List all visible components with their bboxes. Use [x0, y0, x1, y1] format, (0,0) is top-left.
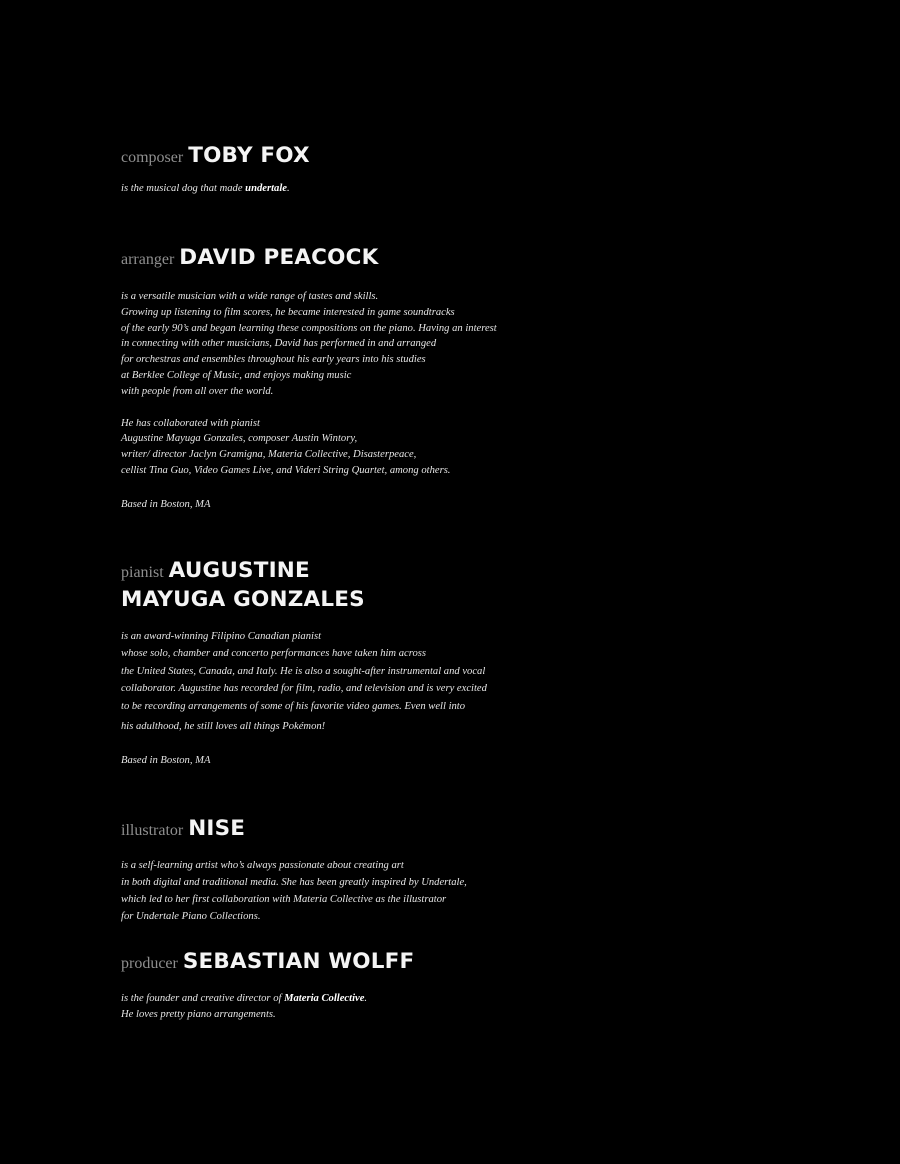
arranger-location: Based in Boston, MA [121, 498, 211, 510]
illustrator-bio-line: which led to her first collaboration with Materia Collective as the illustrator [121, 894, 447, 905]
arranger-bio-line: is a versatile musician with a wide range of tastes and skills. [121, 291, 379, 302]
composer-bio-emphasis: undertale [245, 183, 287, 194]
arranger-bio-line: with people from all over the world. [121, 385, 274, 397]
producer-role: producer [121, 955, 178, 972]
illustrator-name: NISE [188, 816, 246, 841]
producer-bio-line: He loves pretty piano arrangements. [121, 1008, 276, 1020]
arranger-bio-line: for orchestras and ensembles throughout his early years into his studies [121, 354, 426, 366]
illustrator-bio [121, 857, 561, 925]
arranger-bio-line: Growing up listening to film scores, he became interested in game soundtracks [121, 306, 455, 318]
producer-section [121, 948, 561, 1023]
arranger-section [121, 244, 561, 513]
illustrator-role: illustrator [121, 822, 184, 839]
producer-bio-line [121, 991, 561, 1007]
illustrator-heading [121, 815, 561, 844]
pianist-heading [121, 557, 561, 613]
composer-heading [121, 142, 561, 171]
illustrator-bio-line: for Undertale Piano Collections. [121, 911, 261, 922]
producer-bio-emphasis: Materia Collective [284, 993, 365, 1004]
composer-bio-text: is the musical dog that made [121, 183, 246, 194]
composer-bio-end: . [286, 183, 290, 194]
arranger-bio-line: at Berklee College of Music, and enjoys making music [121, 369, 352, 381]
pianist-bio-line: whose solo, chamber and concerto performances have taken him across [121, 648, 427, 660]
pianist-bio [121, 628, 561, 735]
producer-bio-text: is the founder and creative director of [121, 993, 285, 1004]
pianist-role: pianist [121, 564, 164, 581]
arranger-heading [121, 244, 561, 273]
arranger-bio [121, 289, 561, 400]
producer-name: SEBASTIAN WOLFF [182, 949, 415, 974]
arranger-name: DAVID PEACOCK [179, 245, 379, 270]
illustrator-section [121, 815, 561, 925]
arranger-collaborations [121, 416, 561, 479]
pianist-section [121, 557, 561, 769]
producer-heading [121, 948, 561, 977]
arranger-collab-line: writer/ director Jaclyn Gramigna, Materia Collective, Disasterpeace, [121, 449, 417, 461]
arranger-bio-line: of the early 90’s and began learning these compositions on the piano. Having an interest [121, 322, 497, 334]
composer-bio [121, 181, 561, 197]
arranger-collab-line: He has collaborated with pianist [121, 417, 260, 429]
producer-bio-end: . [364, 993, 368, 1004]
pianist-location: Based in Boston, MA [121, 755, 211, 767]
pianist-bio-line: is an award-winning Filipino Canadian pianist [121, 631, 322, 642]
pianist-bio-line: the United States, Canada, and Italy. He is also a sought-after instrumental and vocal [121, 665, 486, 677]
composer-role: composer [121, 149, 184, 166]
pianist-bio-line: collaborator. Augustine has recorded for film, radio, and television and is very excited [121, 683, 487, 695]
pianist-name-line2: MAYUGA GONZALES [121, 587, 365, 612]
pianist-bio-line: to be recording arrangements of some of his favorite video games. Even well into [121, 700, 466, 712]
producer-bio [121, 991, 561, 1023]
arranger-collab-line: Augustine Mayuga Gonzales, composer Austin Wintory, [121, 433, 358, 445]
composer-name: TOBY FOX [188, 143, 310, 168]
illustrator-bio-line: is a self-learning artist who’s always passionate about creating art [121, 860, 404, 871]
arranger-collab-line: cellist Tina Guo, Video Games Live, and Videri String Quartet, among others. [121, 464, 451, 476]
arranger-bio-line: in connecting with other musicians, David has performed in and arranged [121, 338, 437, 350]
pianist-name-line1: AUGUSTINE [168, 558, 310, 583]
composer-section [121, 142, 561, 197]
illustrator-bio-line: in both digital and traditional media. She has been greatly inspired by Undertale, [121, 877, 467, 888]
arranger-role: arranger [121, 251, 175, 268]
pianist-bio-line: his adulthood, he still loves all things Pokémon! [121, 721, 326, 733]
